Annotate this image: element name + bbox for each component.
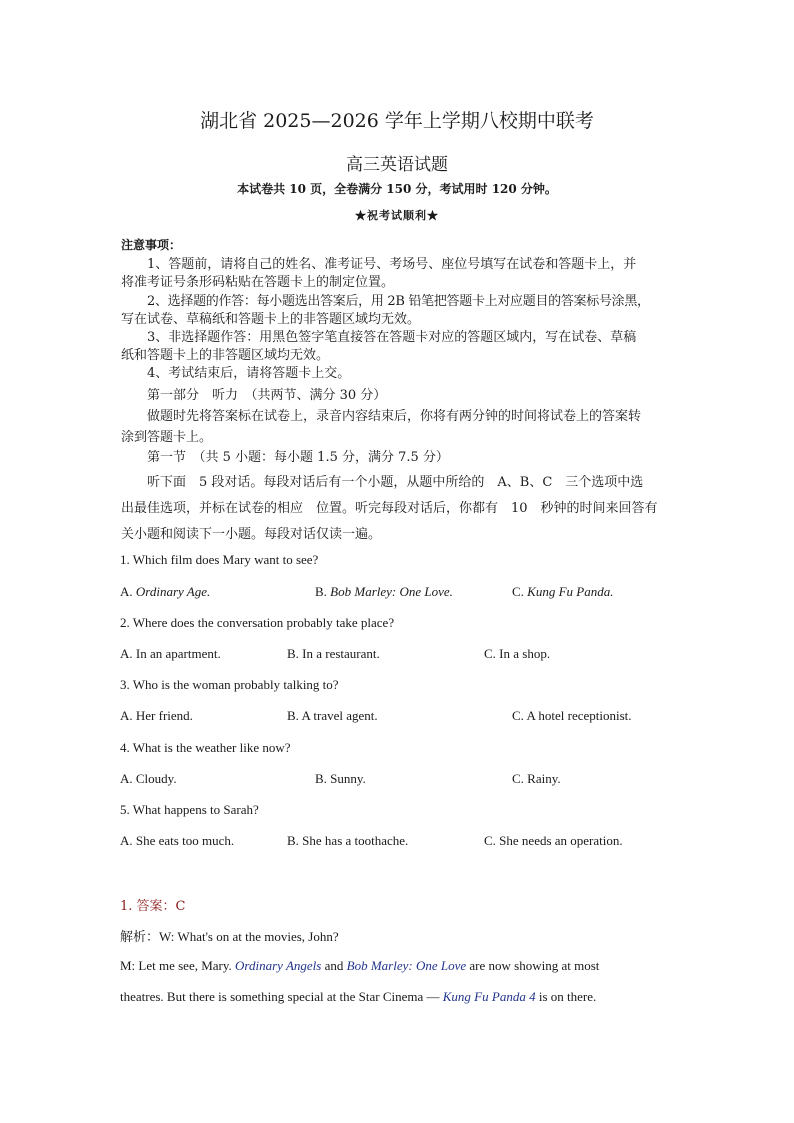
notice-item-2-line-2: 写在试卷、草稿纸和答题卡上的非答题区域均无效。 xyxy=(121,312,421,327)
directions-line-2: 出最佳选项，并标在试卷的相应 位置。听完每段对话后，你都有 10 秒钟的时间来回答有 xyxy=(121,501,658,516)
question-2-option-c: C. In a shop. xyxy=(484,646,551,661)
section1-heading: 第一节 （共 5 小题：每小题 1.5 分，满分 7.5 分） xyxy=(147,450,449,465)
question-5-option-b: B. She has a toothache. xyxy=(287,833,409,848)
analysis-line: 解析：W: What's on at the movies, John? xyxy=(120,929,339,945)
question-1-option-a: A. Ordinary Age. xyxy=(120,584,211,599)
notice-item-1-line-1: 1、答题前，请将自己的姓名、准考证号、考场号、座位号填写在试卷和答题卡上，并 xyxy=(147,257,637,272)
exam-info: 本试卷共 10 页，全卷满分 150 分，考试用时 120 分钟。 xyxy=(237,182,557,196)
part1-heading: 第一部分 听力 （共两节、满分 30 分） xyxy=(147,388,387,403)
question-5: 5. What happens to Sarah? xyxy=(120,802,259,817)
part1-instruction-line-2: 涂到答题卡上。 xyxy=(121,430,213,445)
question-3-option-c: C. A hotel receptionist. xyxy=(512,708,632,723)
directions-line-1: 听下面 5 段对话。每段对话后有一个小题，从题中所给的 A、B、C 三个选项中选 xyxy=(147,475,644,490)
question-1-option-c: C. Kung Fu Panda. xyxy=(512,584,614,599)
question-5-option-a: A. She eats too much. xyxy=(120,833,235,848)
question-1: 1. Which film does Mary want to see? xyxy=(120,552,319,567)
question-4-option-c: C. Rainy. xyxy=(512,771,561,786)
good-luck-line: ★祝考试顺利★ xyxy=(355,209,439,222)
directions-line-3: 关小题和阅读下一小题。每段对话仅读一遍。 xyxy=(121,527,382,542)
question-3-option-a: A. Her friend. xyxy=(120,708,193,723)
notice-item-3-line-2: 纸和答题卡上的非答题区域均无效。 xyxy=(121,348,330,363)
question-2-option-b: B. In a restaurant. xyxy=(287,646,380,661)
notice-item-2-line-1: 2、选择题的作答：每小题选出答案后，用 2B 铅笔把答题卡上对应题目的答案标号涂黑， xyxy=(147,294,650,309)
question-3-option-b: B. A travel agent. xyxy=(287,708,378,723)
notice-item-3-line-1: 3、非选择题作答：用黑色签字笔直接答在答题卡对应的答题区域内，写在试卷、草稿 xyxy=(147,330,637,345)
notice-item-4: 4、考试结束后，请将答题卡上交。 xyxy=(147,366,351,381)
notice-item-1-line-2: 将准考证号条形码粘贴在答题卡上的制定位置。 xyxy=(121,275,395,290)
question-3: 3. Who is the woman probably talking to? xyxy=(120,677,339,692)
question-5-option-c: C. She needs an operation. xyxy=(484,833,623,848)
notice-heading: 注意事项： xyxy=(121,238,182,252)
question-2: 2. Where does the conversation probably take place? xyxy=(120,615,395,630)
question-4-option-a: A. Cloudy. xyxy=(120,771,177,786)
exam-subtitle: 高三英语试题 xyxy=(346,155,448,175)
transcript-line-2: theatres. But there is something special at the Star Cinema — Kung Fu Panda 4 is on there. xyxy=(120,989,597,1004)
question-4-option-b: B. Sunny. xyxy=(315,771,366,786)
transcript-line-1: M: Let me see, Mary. Ordinary Angels and Bob Marley: One Love are now showing at most xyxy=(120,958,600,973)
exam-title: 湖北省 2025—2026 学年上学期八校期中联考 xyxy=(200,110,594,132)
question-4: 4. What is the weather like now? xyxy=(120,740,291,755)
question-1-option-b: B. Bob Marley: One Love. xyxy=(315,584,453,599)
question-2-option-a: A. In an apartment. xyxy=(120,646,221,661)
part1-instruction-line-1: 做题时先将答案标在试卷上，录音内容结束后，你将有两分钟的时间将试卷上的答案转 xyxy=(147,409,642,424)
answer-label: 1. 答案：C xyxy=(120,899,186,914)
